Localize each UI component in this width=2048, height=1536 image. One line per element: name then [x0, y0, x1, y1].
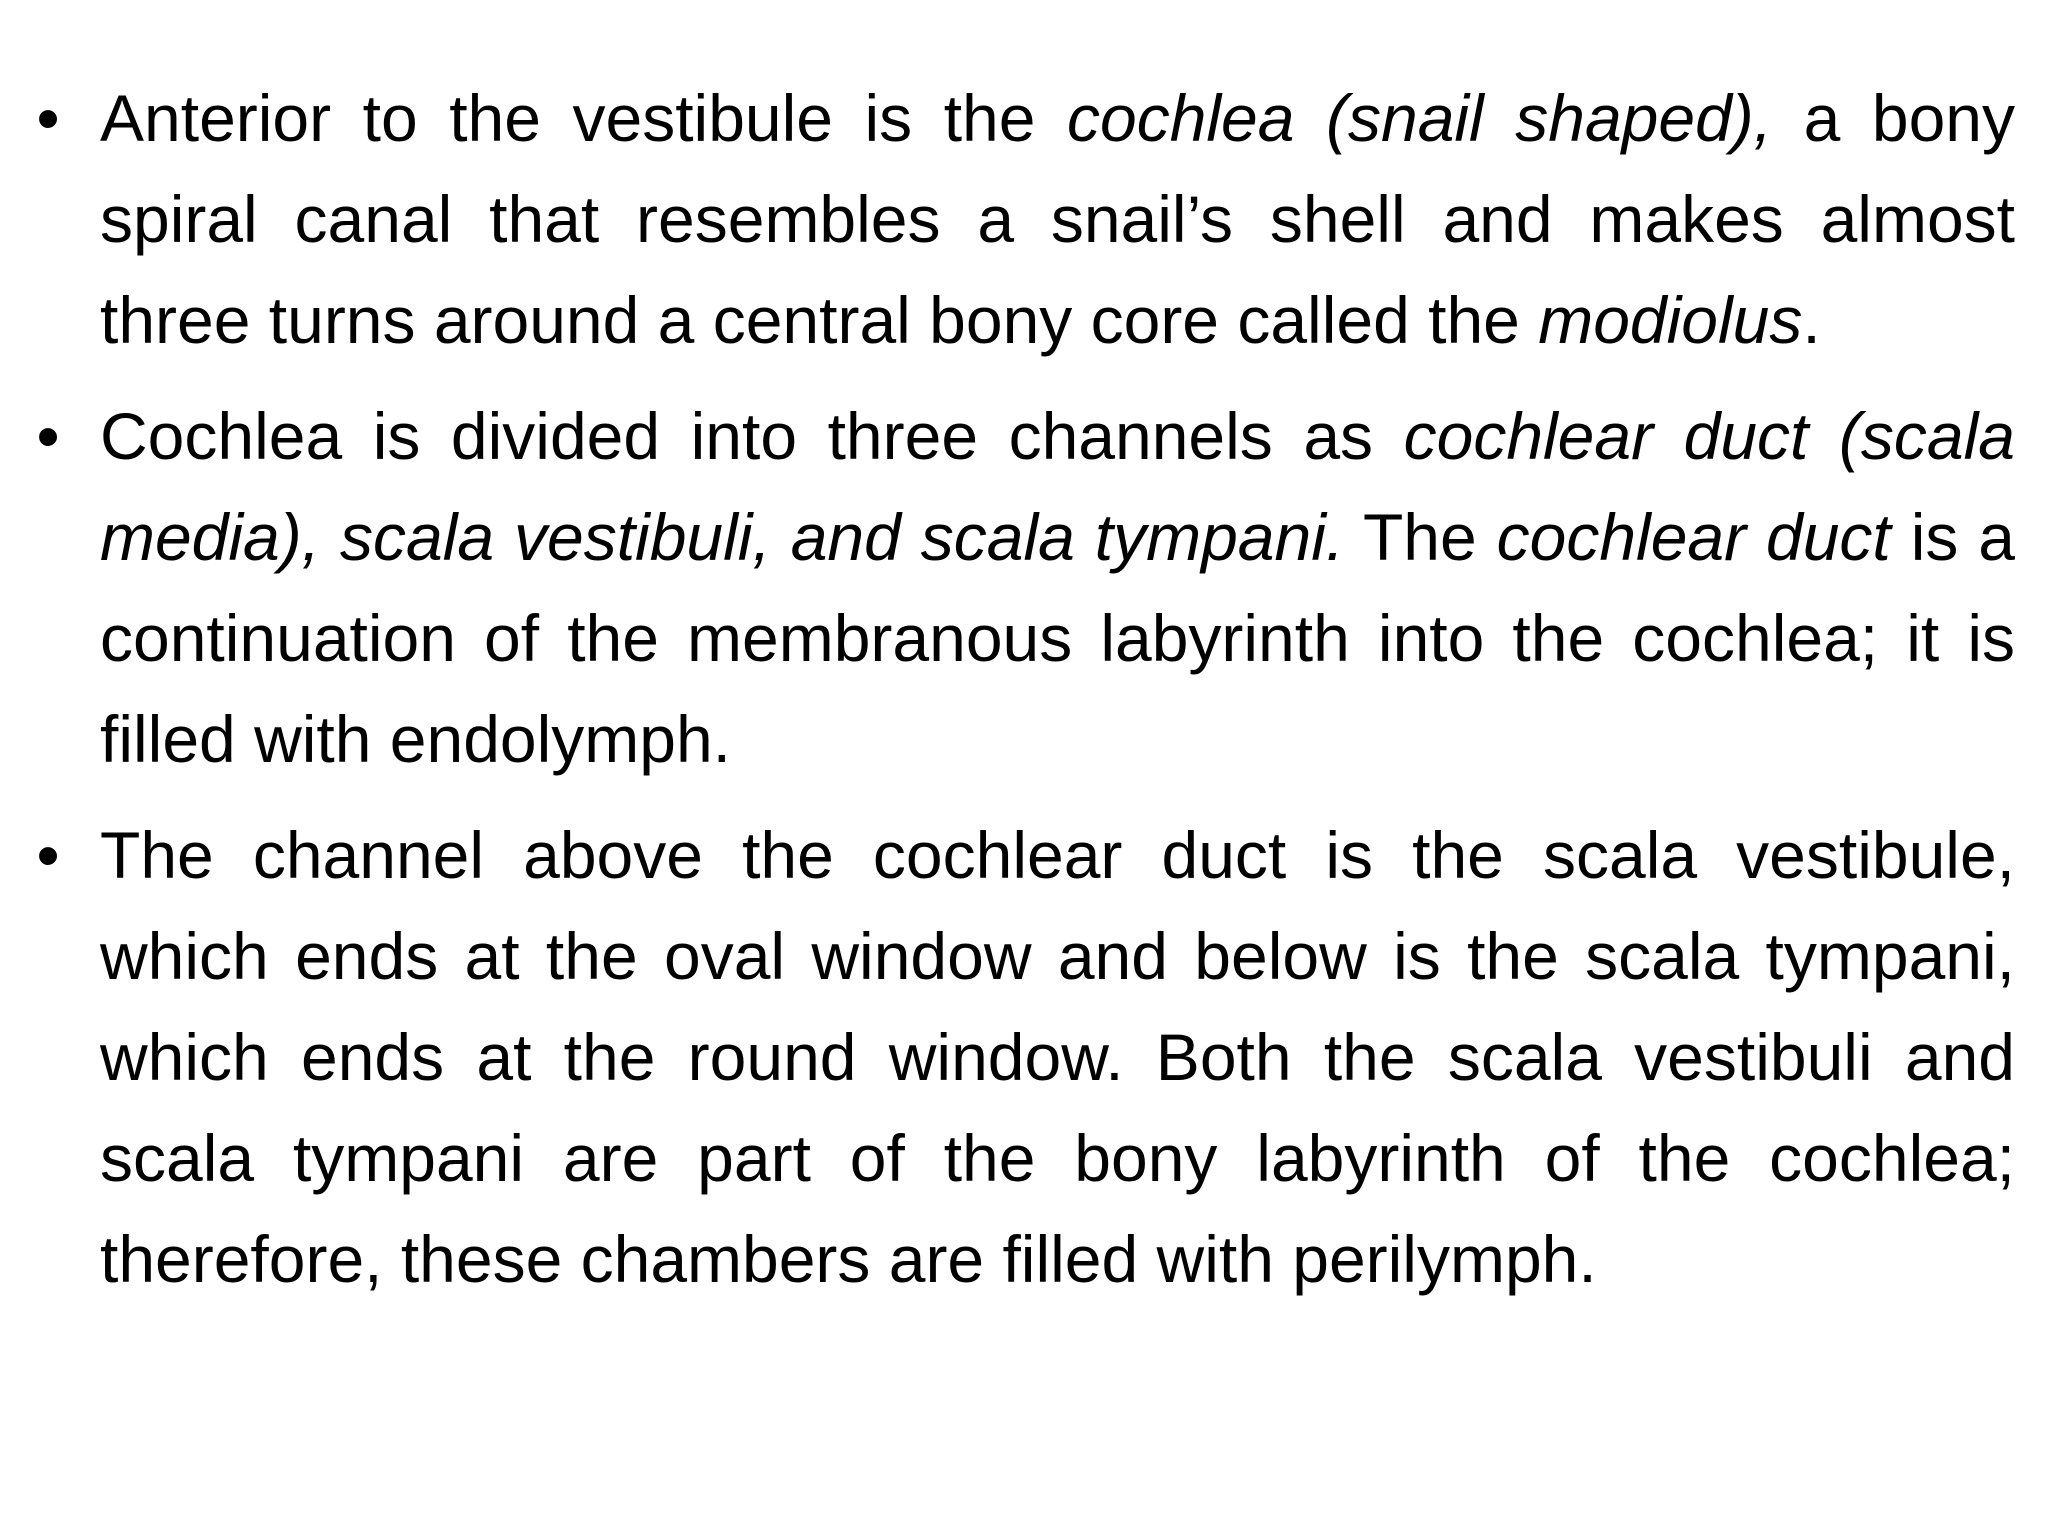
bullet-emphasis: cochlear duct (scala media), scala vestibuli, and scala tympani. [100, 399, 2015, 574]
bullet-text: . [1802, 283, 1821, 357]
bullet-emphasis: cochlear duct [1496, 500, 1891, 574]
bullet-list [36, 68, 2016, 1325]
bullet-text: a bony spiral canal that resembles a snail’s shell and makes almost three turns around a central bony core called the [100, 81, 2015, 357]
bullet-text: Cochlea is divided into three channels as [100, 399, 1404, 473]
bullet-item-channels [36, 386, 2016, 790]
bullet-dot-icon: • [36, 81, 60, 155]
bullet-text: The channel above the cochlear duct is the scala vestibule, which ends at the oval window and below is the scala tympani, which ends at the round window. Both the scala vestibuli and scala tympani are part of the bony labyrinth of the cochlea; therefore, these chambers are filled with perilymph. [100, 818, 2015, 1296]
bullet-dot-icon: • [36, 399, 60, 473]
bullet-item-cochlea [36, 68, 2015, 371]
bullet-dot-icon: • [36, 818, 60, 892]
bullet-text: The [1344, 500, 1497, 574]
bullet-emphasis: cochlea (snail shaped), [1066, 81, 1773, 155]
bullet-item-scala [36, 805, 2015, 1310]
bullet-text: Anterior to the vestibule is the [100, 81, 1067, 155]
bullet-emphasis: modiolus [1538, 283, 1803, 357]
bullet-text: is a continuation of the membranous labyrinth into the cochlea; it is filled with endolymph. [100, 500, 2016, 776]
